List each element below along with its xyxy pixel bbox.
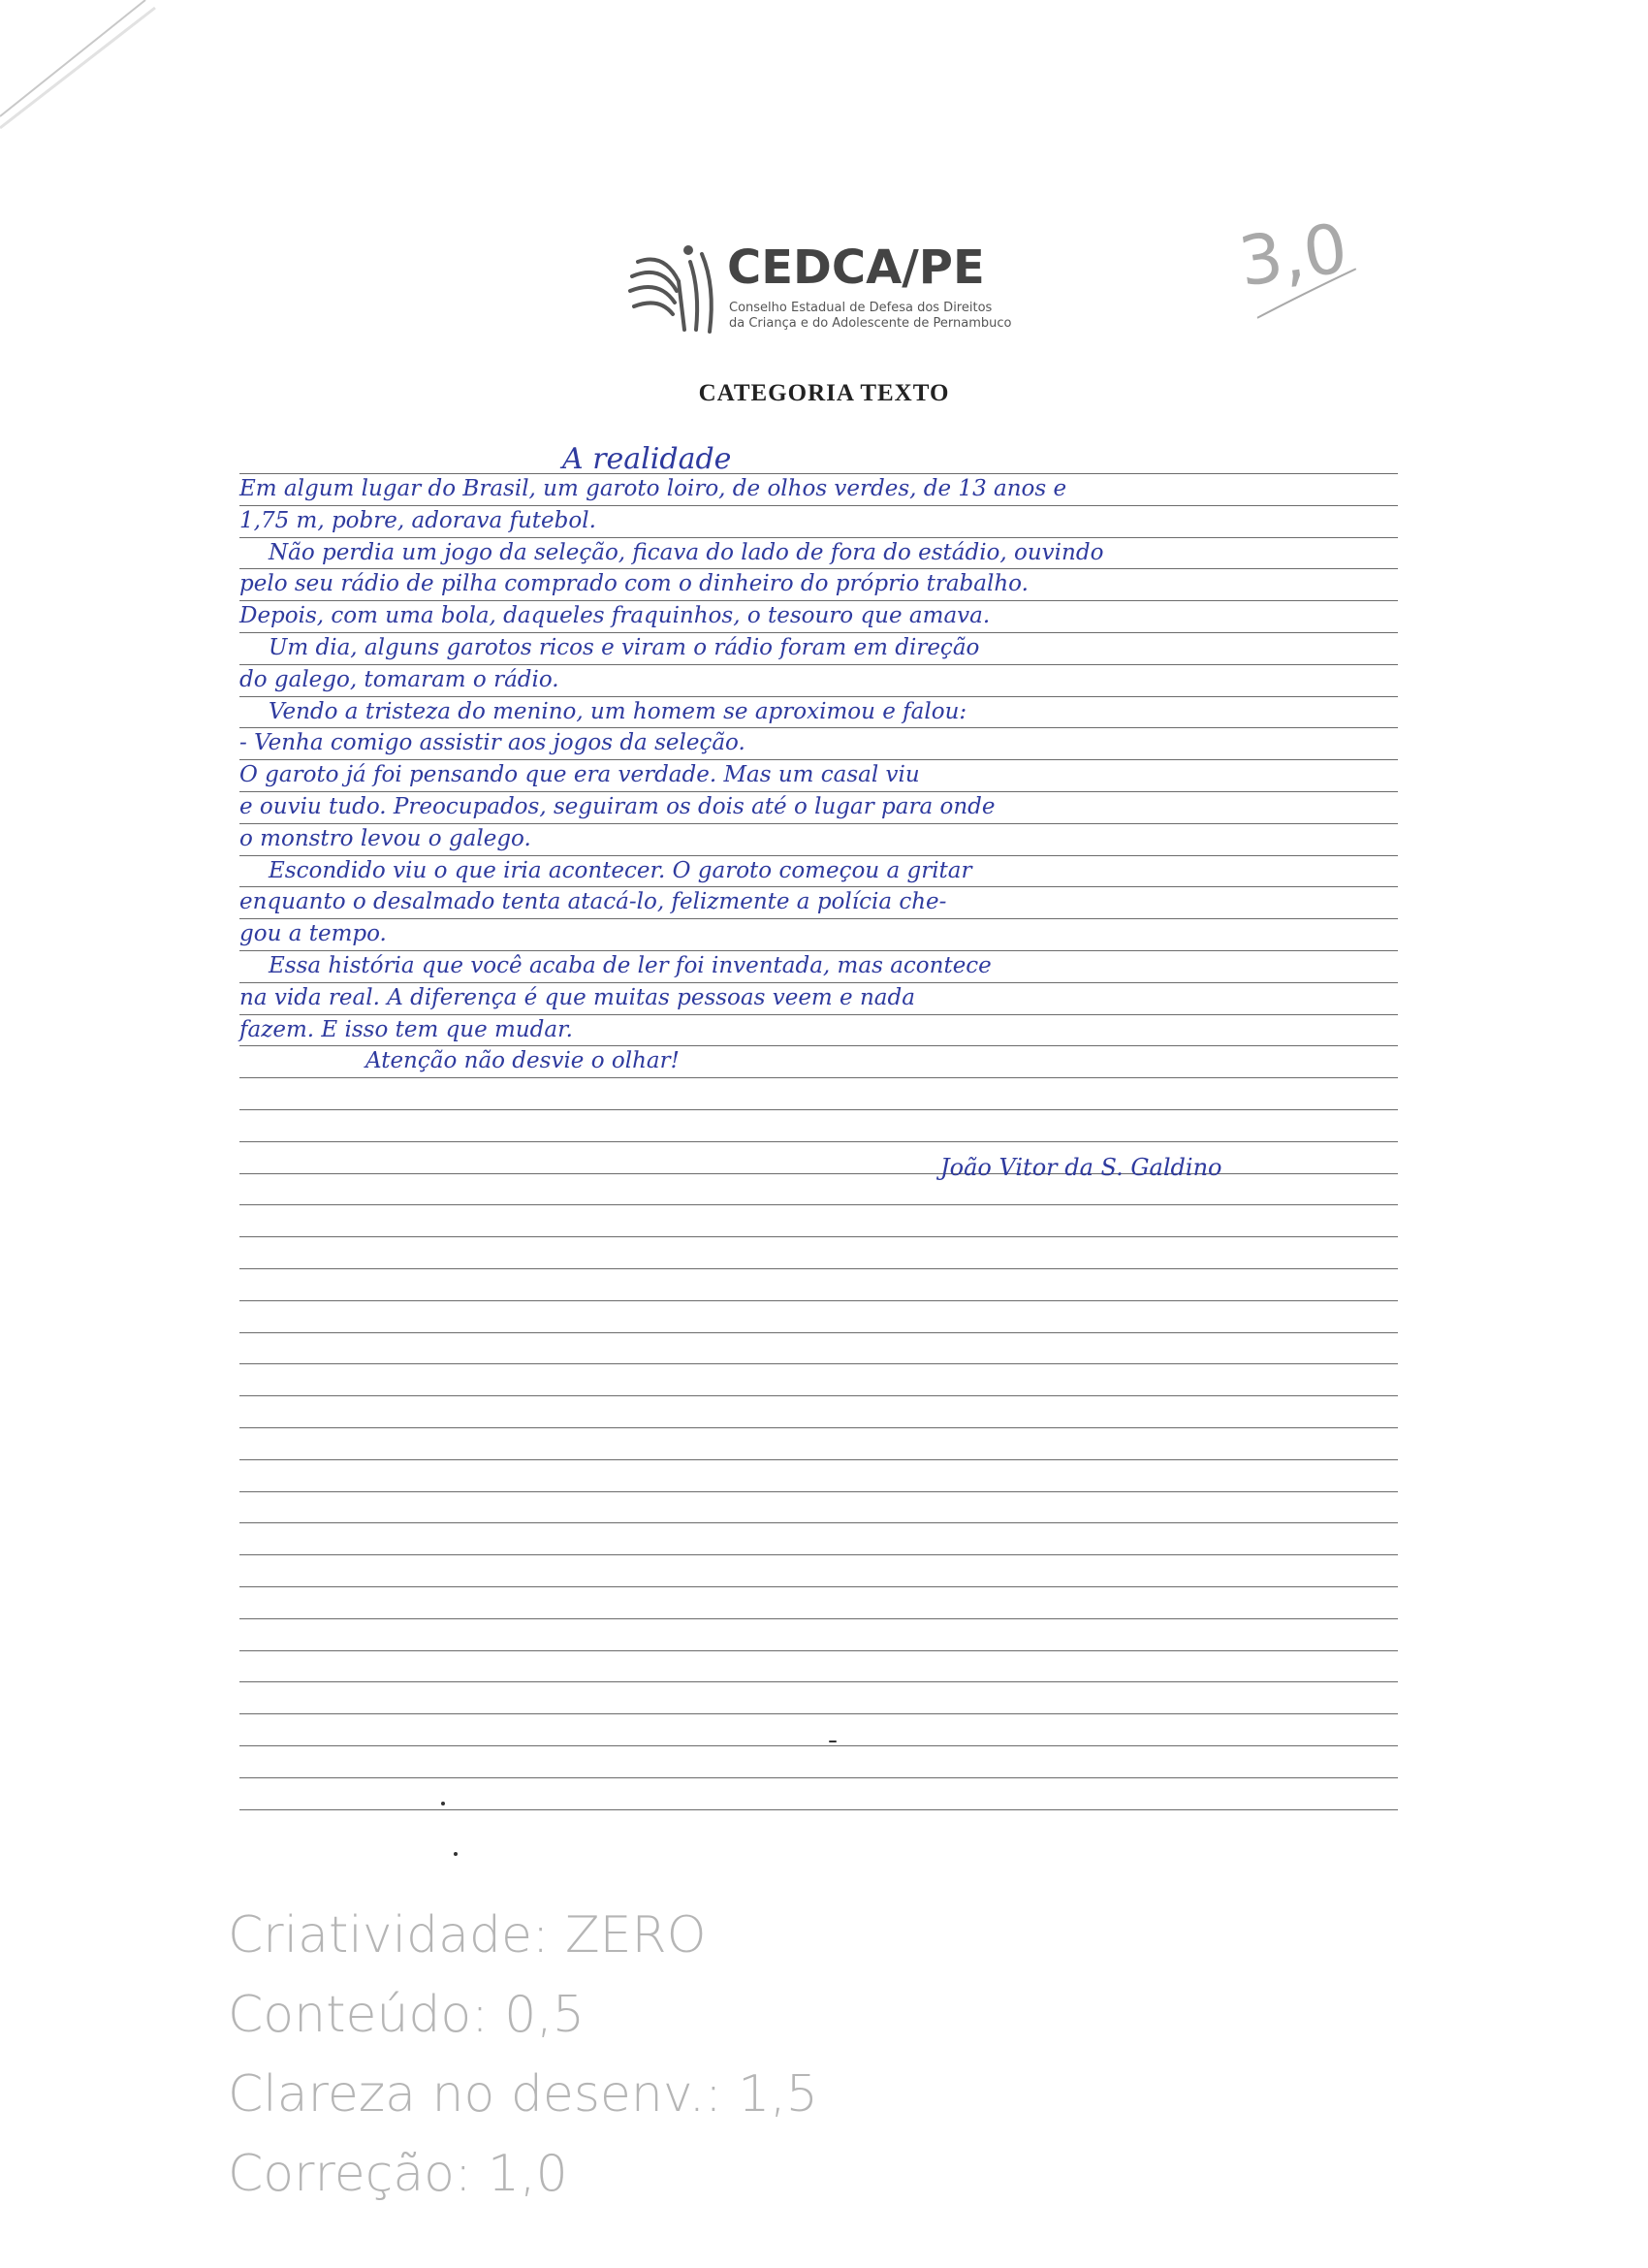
ruled-line <box>239 1395 1398 1396</box>
ruled-line <box>239 1459 1398 1460</box>
essay-line: Atenção não desvie o olhar! <box>365 1048 680 1074</box>
ruled-line <box>239 1681 1398 1682</box>
ruled-line <box>239 1650 1398 1651</box>
essay-line: o monstro levou o galego. <box>239 825 531 851</box>
ink-dot <box>454 1852 458 1856</box>
ruled-line <box>239 1268 1398 1269</box>
ruled-line <box>239 1618 1398 1619</box>
ruled-line <box>239 1141 1398 1142</box>
ruled-line <box>239 1204 1398 1205</box>
paper-fold-mark <box>0 0 194 155</box>
essay-line: O garoto já foi pensando que era verdade. Mas um casal viu <box>239 762 920 788</box>
essay-line: 1,75 m, pobre, adorava futebol. <box>239 507 596 533</box>
essay-line: do galego, tomaram o rádio. <box>239 666 559 692</box>
ruled-line <box>239 1522 1398 1523</box>
logo-name: CEDCA/PE <box>727 240 985 295</box>
ruled-line <box>239 1777 1398 1778</box>
ruled-line <box>239 1077 1398 1078</box>
essay-line: pelo seu rádio de pilha comprado com o dinheiro do próprio trabalho. <box>239 571 1029 597</box>
evaluation-item: Clareza no desenv.: 1,5 <box>228 2065 818 2124</box>
ruled-line <box>239 1363 1398 1364</box>
logo-subtitle-line1: Conselho Estadual de Defesa dos Direitos <box>729 301 993 315</box>
essay-line: Escondido viu o que iria acontecer. O garoto começou a gritar <box>269 857 972 883</box>
essay-line: na vida real. A diferença é que muitas pessoas veem e nada <box>239 984 915 1010</box>
essay-line: Essa história que você acaba de ler foi inventada, mas acontece <box>269 952 992 978</box>
essay-body <box>239 473 1398 1077</box>
ruled-line <box>239 1236 1398 1237</box>
essay-title: A realidade <box>562 442 732 476</box>
essay-line: Em algum lugar do Brasil, um garoto loiro, de olhos verdes, de 13 anos e <box>239 476 1067 501</box>
essay-line: Vendo a tristeza do menino, um homem se aproximou e falou: <box>269 698 967 724</box>
essay-line: gou a tempo. <box>239 921 387 947</box>
essay-line: enquanto o desalmado tenta atacá-lo, felizmente a polícia che- <box>239 889 947 915</box>
essay-line: - Venha comigo assistir aos jogos da seleção. <box>239 730 745 756</box>
ruled-line <box>239 1745 1398 1746</box>
ink-dot <box>829 1741 837 1742</box>
ink-dot <box>441 1802 445 1805</box>
essay-line: e ouviu tudo. Preocupados, seguiram os dois até o lugar para onde <box>239 793 996 819</box>
signature: João Vitor da S. Galdino <box>940 1154 1222 1181</box>
ruled-line <box>239 1809 1398 1810</box>
ruled-line <box>239 1300 1398 1301</box>
essay-line: Não perdia um jogo da seleção, ficava do lado de fora do estádio, ouvindo <box>269 539 1104 565</box>
category-heading: CATEGORIA TEXTO <box>698 380 950 406</box>
ruled-line <box>239 1109 1398 1110</box>
ruled-line <box>239 1554 1398 1555</box>
ruled-line <box>239 1713 1398 1714</box>
evaluation-item: Criatividade: ZERO <box>228 1906 707 1965</box>
logo-subtitle-line2: da Criança e do Adolescente de Pernambuco <box>729 316 1012 331</box>
evaluation-notes <box>228 1896 818 2214</box>
essay-line: fazem. E isso tem que mudar. <box>239 1016 573 1042</box>
ruled-line <box>239 1491 1398 1492</box>
grade-mark-text: 3,0 <box>1234 208 1352 303</box>
essay-line: Um dia, alguns garotos ricos e viram o rádio foram em direção <box>269 634 980 660</box>
ruled-line <box>239 1586 1398 1587</box>
ruled-line <box>239 1332 1398 1333</box>
evaluation-item: Conteúdo: 0,5 <box>228 1986 585 2044</box>
evaluation-item: Correção: 1,0 <box>228 2145 568 2203</box>
ruled-line <box>239 1427 1398 1428</box>
ruled-line <box>239 1173 1398 1174</box>
essay-line: Depois, com uma bola, daqueles fraquinhos, o tesouro que amava. <box>239 603 991 629</box>
